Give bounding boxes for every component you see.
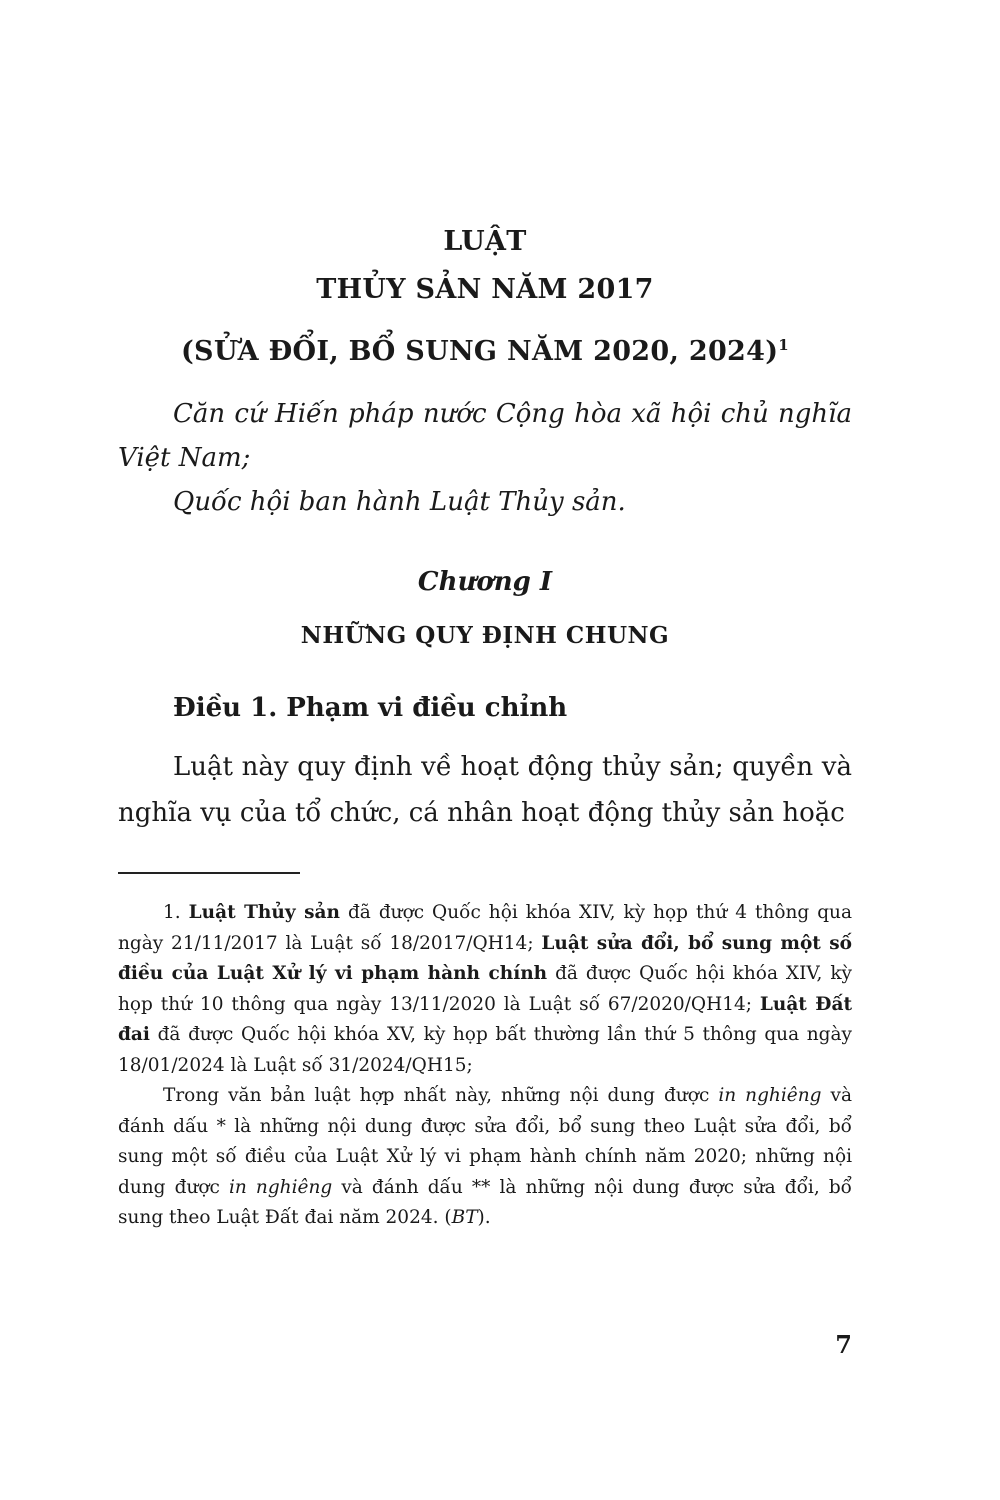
footnote-text: đã được Quốc hội khóa XV, kỳ họp bất thường lần thứ 5 thông qua ngày 18/01/2024 là Luật số 31/2024/QH15; <box>118 1024 852 1076</box>
preamble-basis: Căn cứ Hiến pháp nước Cộng hòa xã hội chủ nghĩa Việt Nam; <box>118 399 852 473</box>
chapter-title: NHỮNG QUY ĐỊNH CHUNG <box>300 622 670 649</box>
footnote-law-name: Luật Thủy sản <box>188 902 340 923</box>
footnote-divider <box>118 872 300 874</box>
footnote-text: Trong văn bản luật hợp nhất này, những nội dung được <box>163 1085 719 1106</box>
footnote-law-name: Luật sửa đổi, bổ sung một số điều của Luật Xử lý vi phạm hành chính <box>118 932 852 984</box>
footnote-italic-term: in nghiêng <box>718 1085 822 1106</box>
article-heading: Điều 1. Phạm vi điều chỉnh <box>173 693 568 723</box>
footnote-text: đã được Quốc hội khóa XIV, kỳ họp thứ 10 thông qua ngày 13/11/2020 là Luật số 67/2020/QH14; <box>118 963 852 1015</box>
footnote-italic-term: in nghiêng <box>228 1176 333 1198</box>
preamble-enactment: Quốc hội ban hành Luật Thủy sản. <box>173 487 626 517</box>
preamble <box>118 392 852 524</box>
footnote-text: ). <box>477 1207 491 1228</box>
page-number: 7 <box>835 1330 852 1359</box>
footnote-text: và đánh dấu * là những nội dung được sửa đổi, bổ sung theo Luật sửa đổi, bổ sung một số điều của Luật Xử lý vi phạm hành chính năm 2020; những nội dung được <box>118 1085 852 1198</box>
footnote-text: đã được Quốc hội khóa XIV, kỳ họp thứ 4 thông qua ngày 21/11/2017 là Luật số 18/2017/QH14; <box>118 902 852 954</box>
footnote-text: và đánh dấu ** là những nội dung được sửa đổi, bổ sung theo Luật Đất đai năm 2024. ( <box>118 1176 852 1228</box>
footnote-number: 1. <box>163 902 181 923</box>
law-title-amendment: (SỬA ĐỔI, BỔ SUNG NĂM 2020, 2024) <box>180 336 779 367</box>
law-title-line-3 <box>118 336 852 367</box>
chapter-label: Chương I <box>417 567 553 597</box>
footnote-paragraph-2 <box>118 1081 852 1234</box>
footnote-law-name: Luật Đất đai <box>118 993 852 1045</box>
footnote-italic-term: BT <box>451 1207 478 1228</box>
footnote <box>118 898 852 1234</box>
law-title-line-2: THỦY SẢN NĂM 2017 <box>316 274 654 305</box>
document-page <box>118 0 852 1500</box>
footnote-reference[interactable]: 1 <box>778 336 790 354</box>
article-body: Luật này quy định về hoạt động thủy sản; quyền và nghĩa vụ của tổ chức, cá nhân hoạt động thủy sản hoặc <box>118 752 852 828</box>
footnote-paragraph-1 <box>118 898 852 1081</box>
law-title-line-1: LUẬT <box>443 226 527 257</box>
